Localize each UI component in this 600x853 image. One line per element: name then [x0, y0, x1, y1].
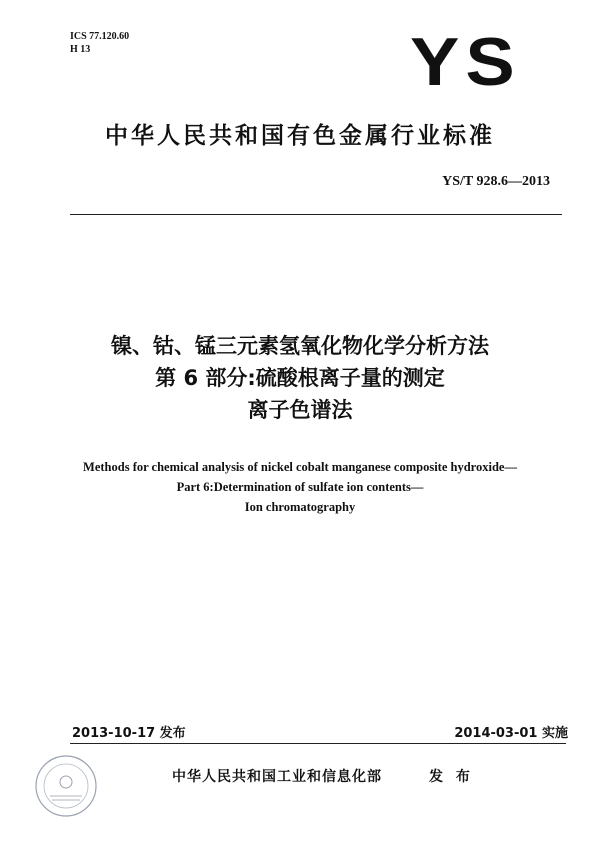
ics-classification [70, 30, 129, 56]
chinese-title-line-3: 离子色谱法 [247, 398, 353, 422]
top-divider [70, 214, 562, 215]
implement-date: 2014-03-01 实施 [454, 726, 568, 741]
seal-stamp-icon [32, 752, 100, 820]
issuing-authority: 中华人民共和国工业和信息化部 [172, 769, 382, 785]
standard-number: YS/T 928.6—2013 [442, 174, 550, 189]
issue-label: 发 布 [429, 769, 474, 785]
chinese-title-line-2: 第 6 部分:硫酸根离子量的测定 [155, 366, 445, 390]
bottom-divider [70, 743, 566, 744]
english-title-line-3: Ion chromatography [244, 500, 356, 514]
english-title-line-1: Methods for chemical analysis of nickel cobalt manganese composite hydroxide— [83, 460, 517, 474]
publish-date: 2013-10-17 发布 [72, 726, 186, 741]
english-title [0, 457, 600, 517]
chinese-title [0, 330, 600, 426]
ics-code: ICS 77.120.60 [70, 31, 130, 42]
english-title-line-2: Part 6:Determination of sulfate ion contents— [176, 480, 424, 494]
ccs-code: H 13 [70, 44, 91, 55]
ys-logo: YS [410, 23, 521, 100]
standard-category: 中华人民共和国有色金属行业标准 [105, 123, 495, 149]
chinese-title-line-1: 镍、钴、锰三元素氢氧化物化学分析方法 [111, 334, 489, 358]
